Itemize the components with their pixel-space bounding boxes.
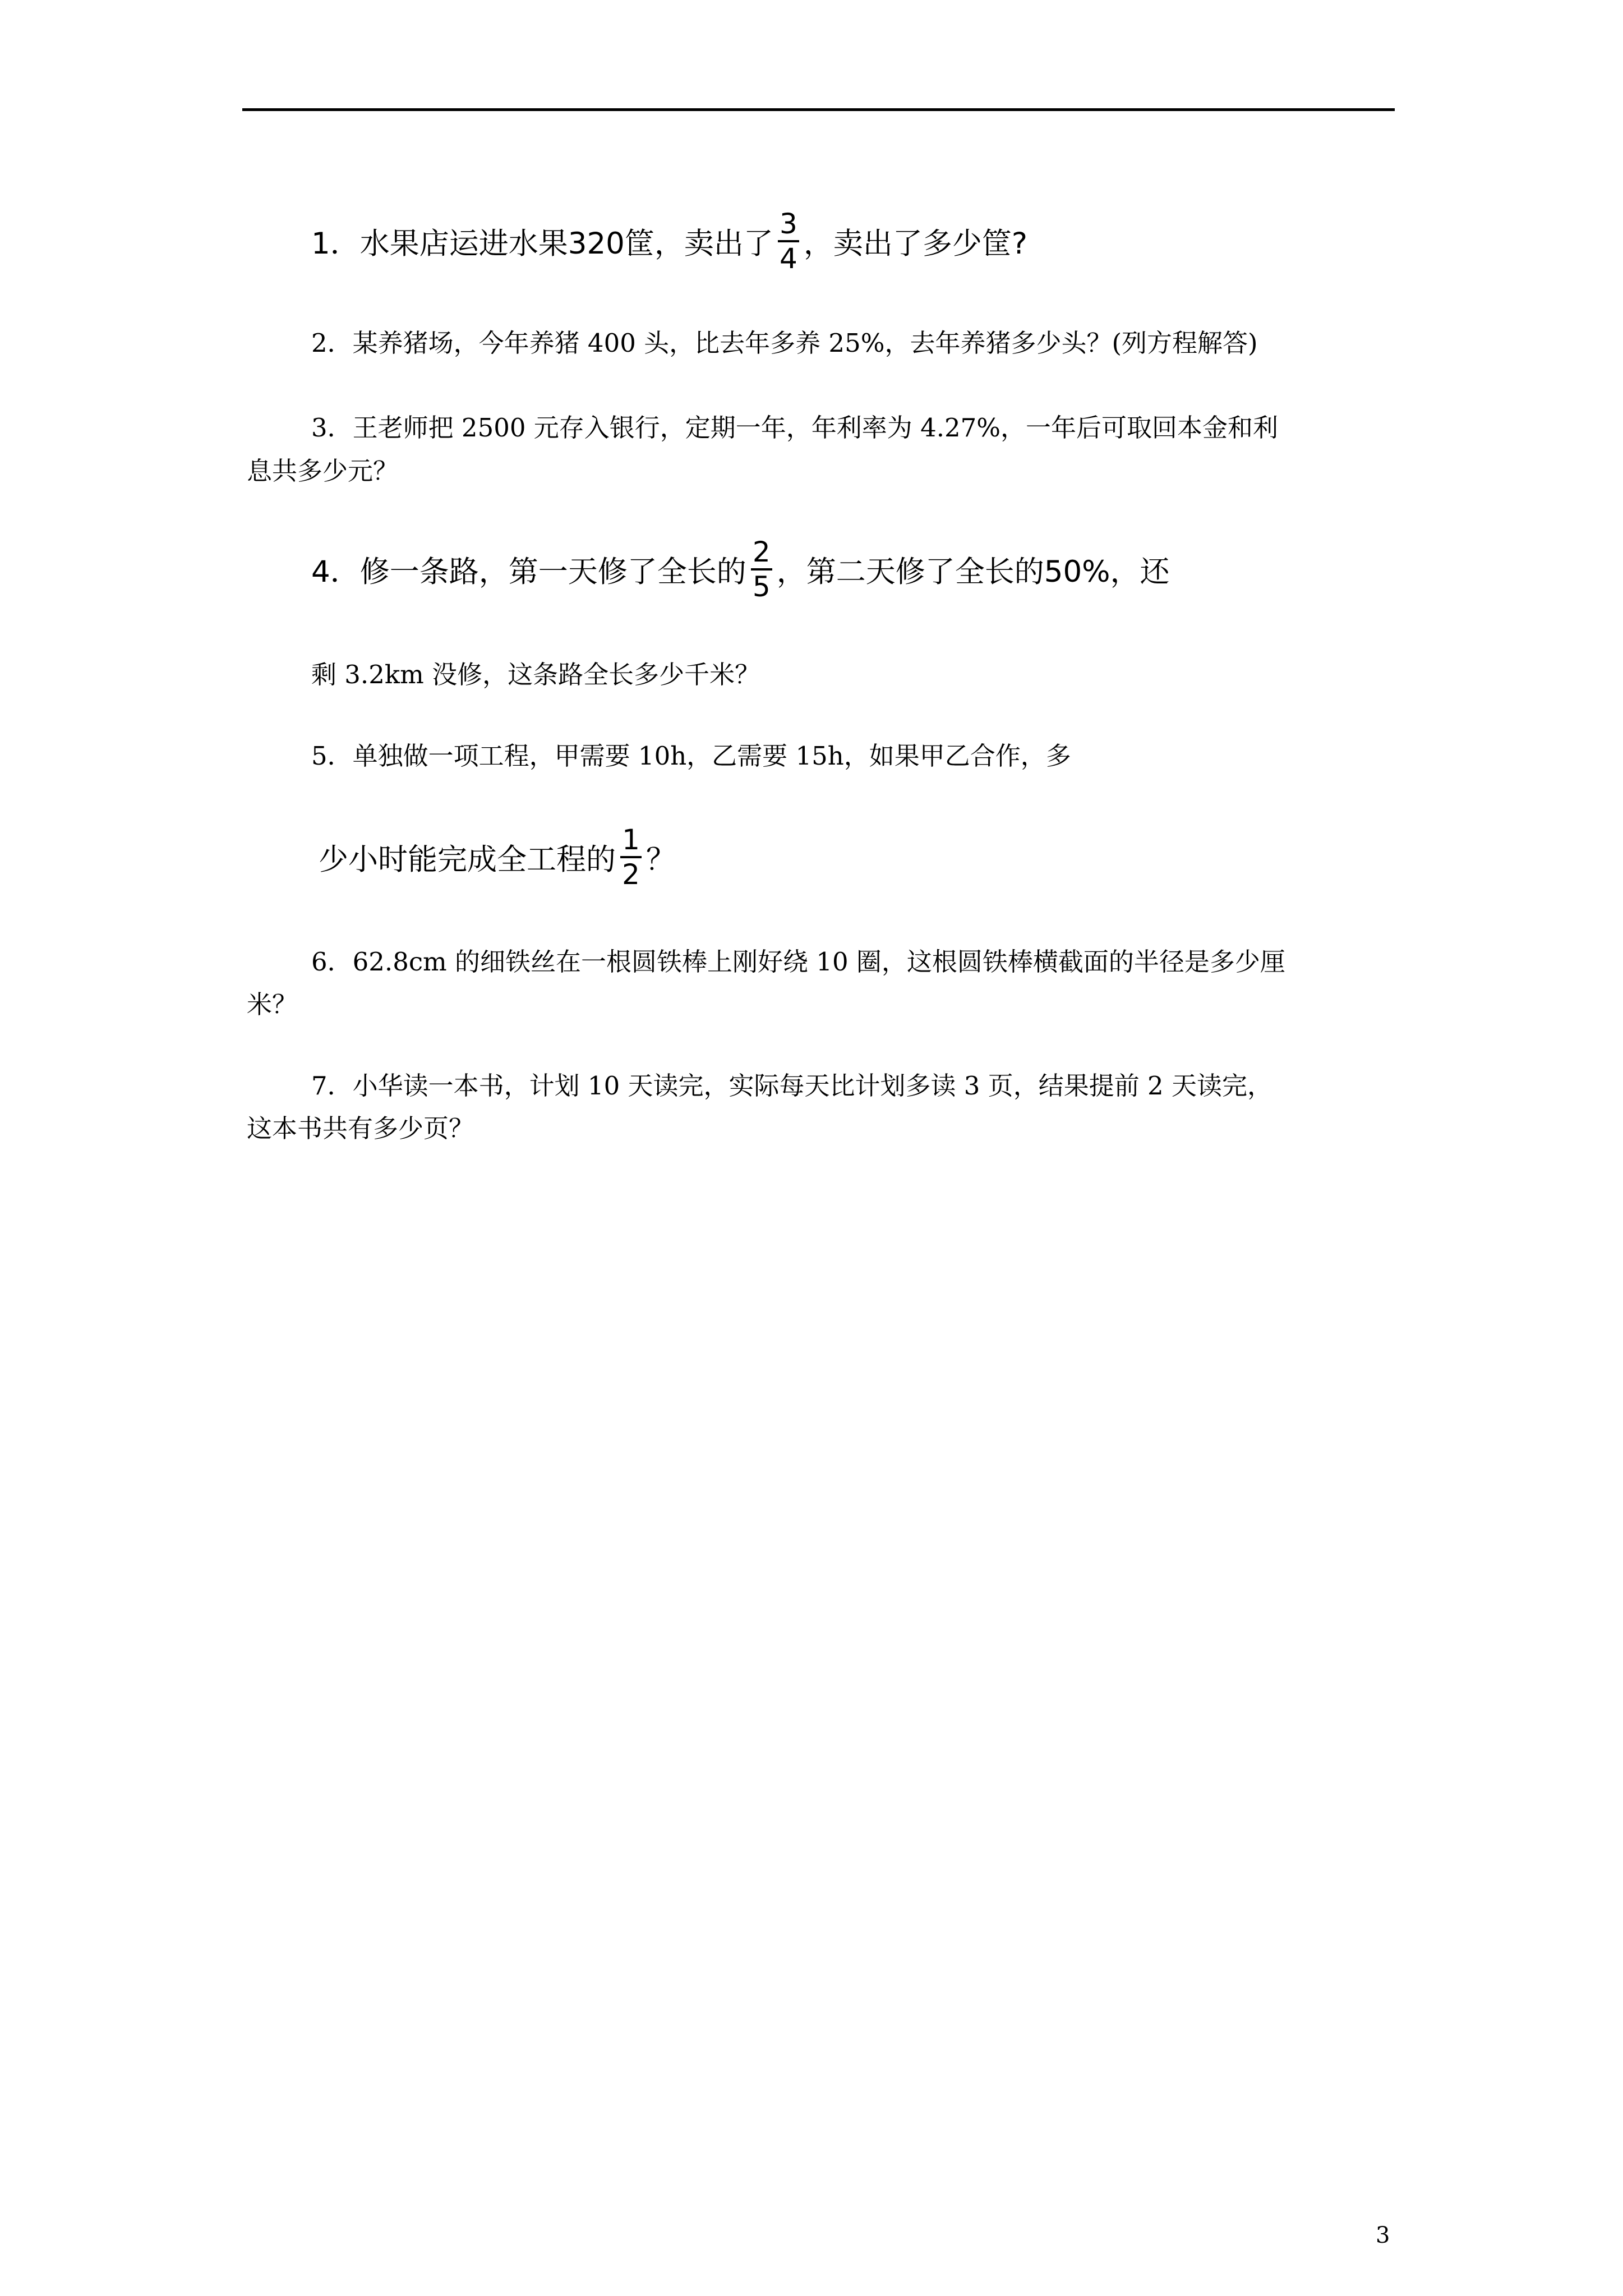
fraction-numerator: 2 xyxy=(752,536,771,568)
fraction-2-5 xyxy=(751,536,772,603)
problem-6-line-1: 6．62.8cm 的细铁丝在一根圆铁棒上刚好绕 10 圈，这根圆铁棒横截面的半径是多少厘 xyxy=(311,947,1285,977)
problem-3-line-2: 息共多少元？ xyxy=(247,456,399,486)
problem-1-text-before: 1．水果店运进水果320筐，卖出了 xyxy=(311,227,773,261)
problem-4-text-after: ，第二天修了全长的50%，还 xyxy=(776,555,1170,589)
problem-5-text-before: 少小时能完成全工程的 xyxy=(319,843,616,877)
fraction-1-2 xyxy=(620,823,642,891)
problem-1 xyxy=(311,208,1028,275)
fraction-denominator: 2 xyxy=(622,858,640,891)
problem-1-text-after: ，卖出了多少筐? xyxy=(803,227,1028,261)
problem-2-line-1: 2．某养猪场，今年养猪 400 头，比去年多养 25%，去年养猪多少头？(列方程解答) xyxy=(311,328,1258,358)
problem-5-text-after: ？ xyxy=(646,843,676,877)
problem-5-line-1: 5．单独做一项工程，甲需要 10h，乙需要 15h，如果甲乙合作，多 xyxy=(311,741,1071,771)
fraction-3-4 xyxy=(778,208,799,275)
problem-4-text-before: 4．修一条路，第一天修了全长的 xyxy=(311,555,746,589)
problem-4-line-2: 剩 3.2km 没修，这条路全长多少千米？ xyxy=(311,660,760,689)
page-number: 3 xyxy=(1376,2223,1390,2248)
problem-7-line-2: 这本书共有多少页？ xyxy=(247,1114,474,1143)
fraction-numerator: 1 xyxy=(622,823,640,856)
problem-7-line-1: 7．小华读一本书，计划 10 天读完，实际每天比计划多读 3 页，结果提前 2 天读完， xyxy=(311,1071,1272,1101)
fraction-denominator: 5 xyxy=(752,570,771,603)
problem-4-line-1 xyxy=(311,536,1170,603)
header-rule xyxy=(242,108,1395,111)
fraction-denominator: 4 xyxy=(779,242,797,275)
problem-5-line-2 xyxy=(319,823,676,891)
problem-6-line-2: 米？ xyxy=(247,990,298,1019)
fraction-numerator: 3 xyxy=(779,208,797,240)
problem-3-line-1: 3．王老师把 2500 元存入银行，定期一年，年利率为 4.27%，一年后可取回本金和利 xyxy=(311,413,1279,443)
